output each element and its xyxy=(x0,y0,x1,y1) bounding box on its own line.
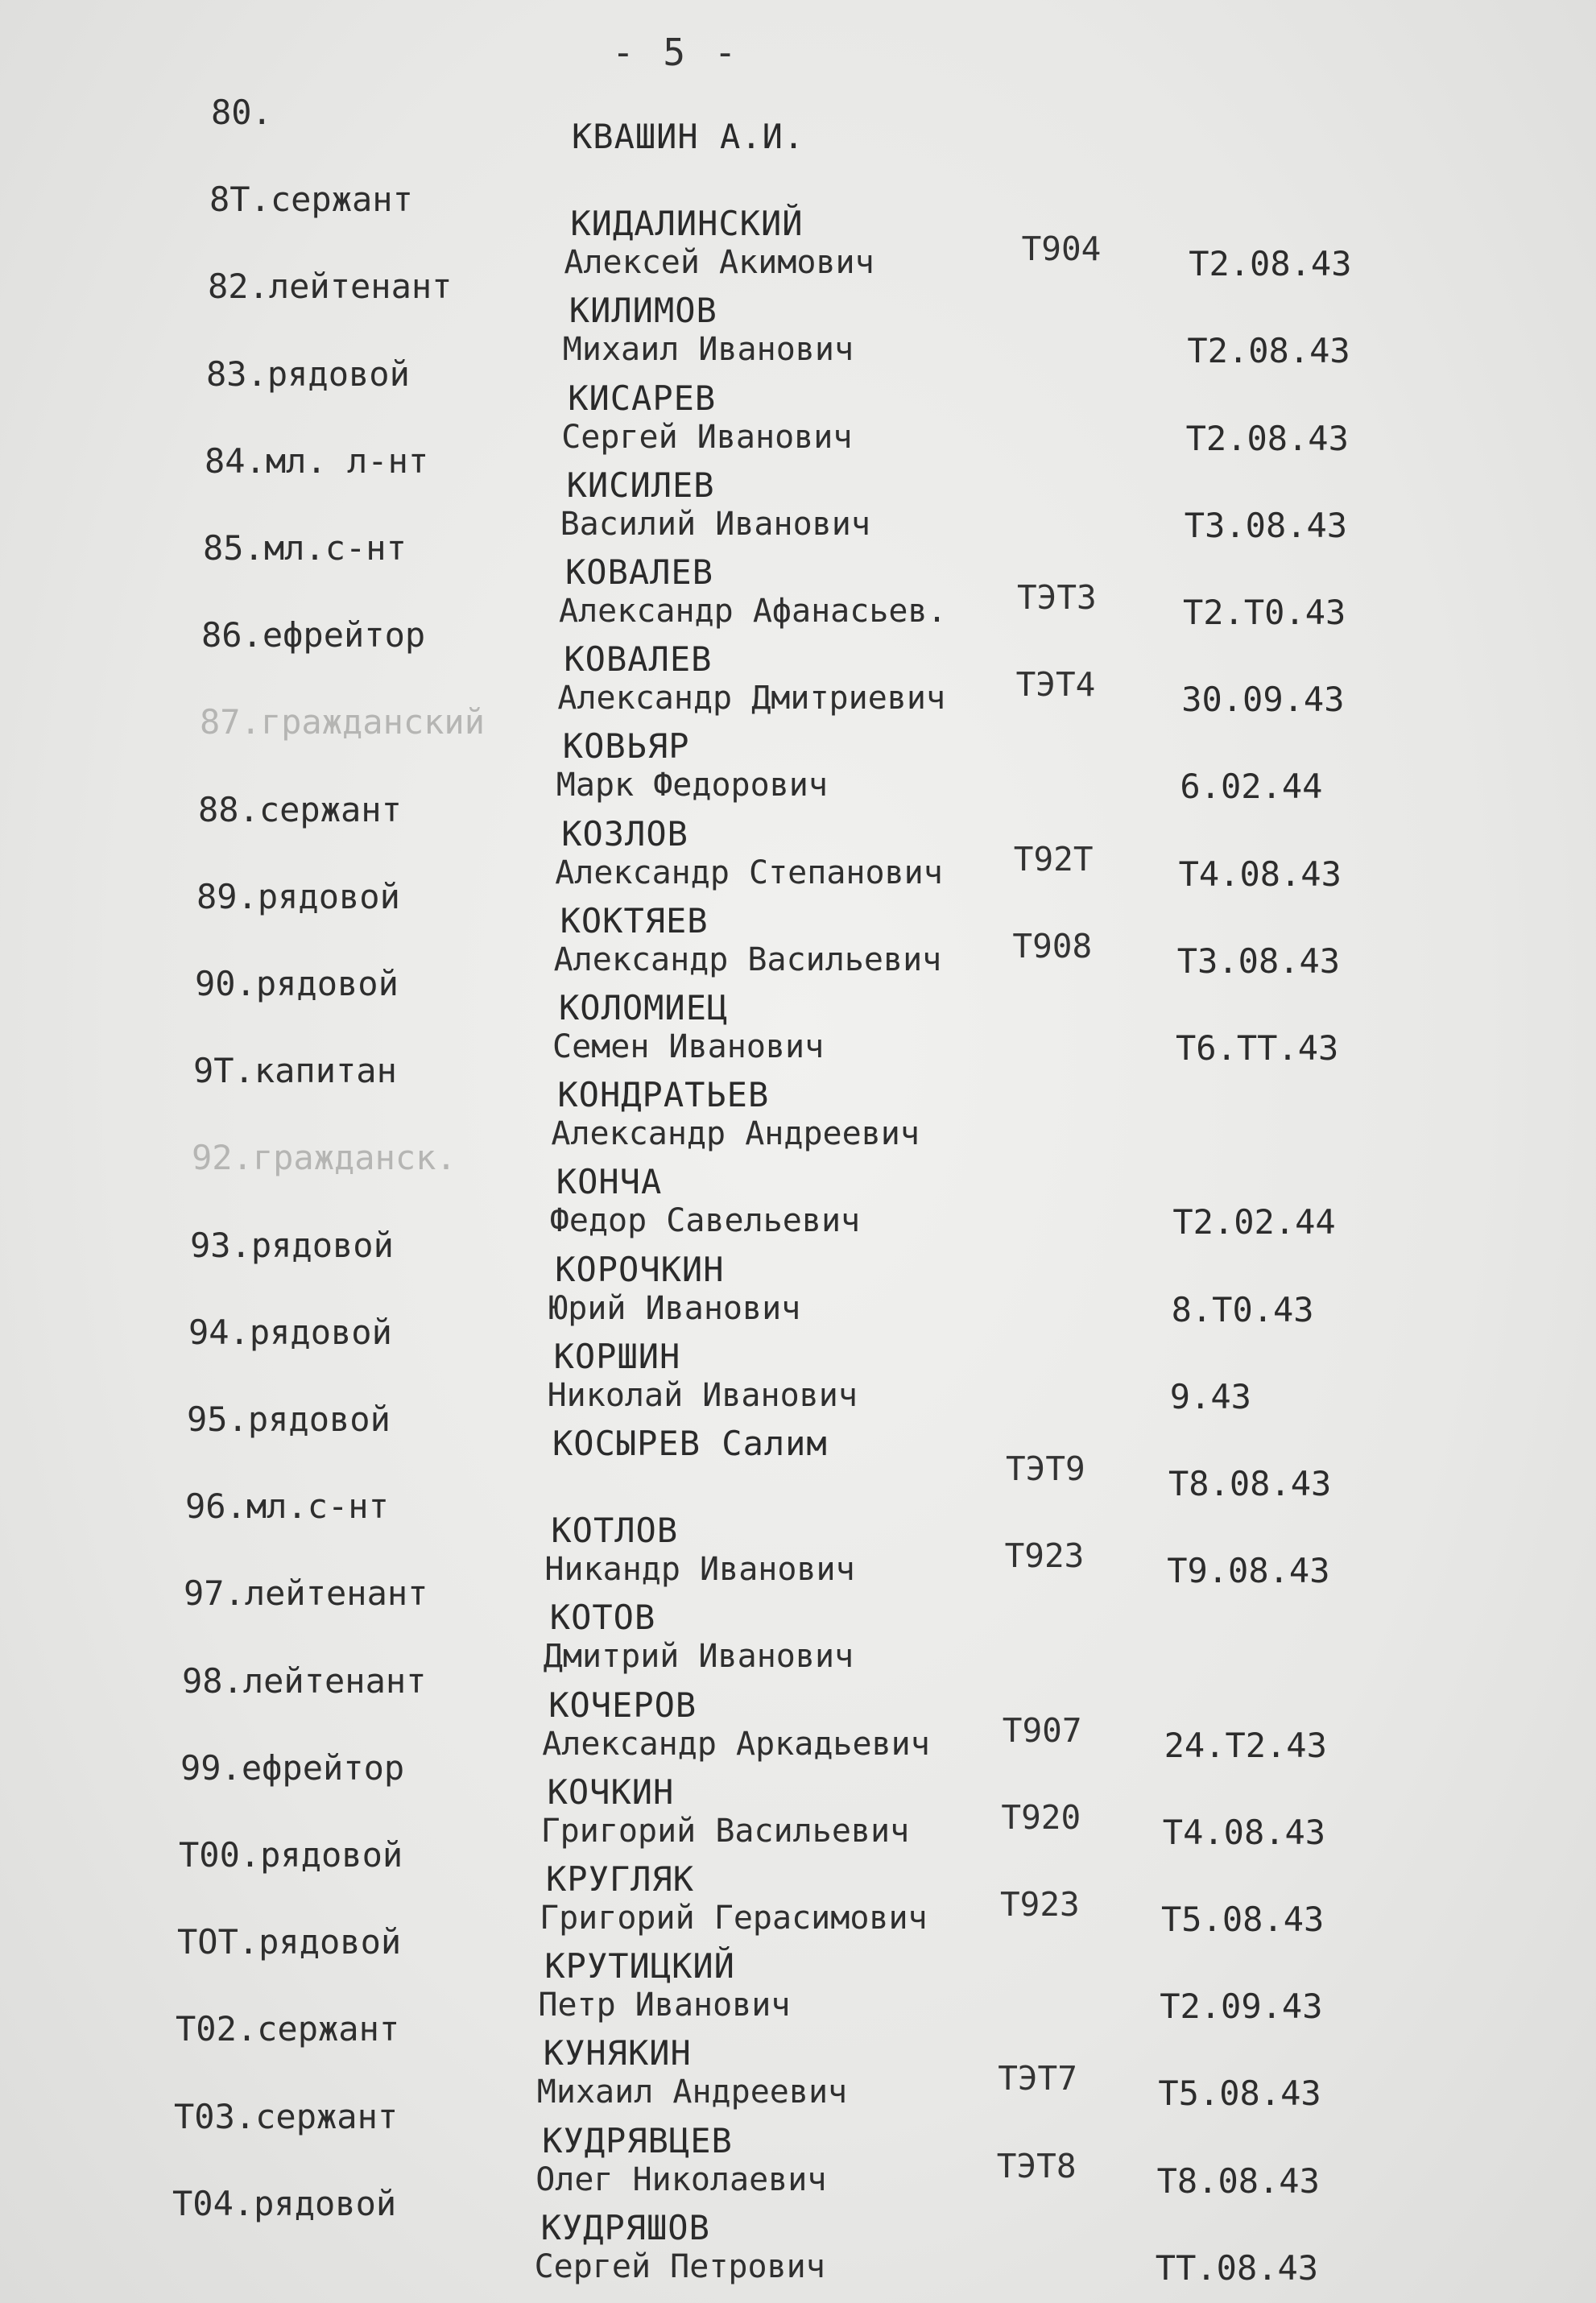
rank-label: Т00.рядовой xyxy=(179,1835,403,1875)
death-date: 9.43 xyxy=(1169,1376,1251,1416)
rank-label: 98.лейтенант xyxy=(182,1660,427,1701)
rank-label: 92.гражданск. xyxy=(192,1138,457,1178)
list-item xyxy=(0,180,1596,284)
given-names: Юрий Иванович xyxy=(548,1289,801,1327)
list-item xyxy=(0,1835,1596,1939)
list-item xyxy=(0,2096,1596,2201)
death-date: Т2.09.43 xyxy=(1160,1987,1323,2027)
birth-year: Т907 xyxy=(1002,1710,1082,1750)
death-date: Т9.08.43 xyxy=(1167,1551,1330,1591)
rank-label: 94.рядовой xyxy=(188,1312,392,1352)
death-date: Т8.08.43 xyxy=(1168,1464,1332,1503)
birth-year: Т92Т xyxy=(1013,839,1094,879)
list-item xyxy=(0,440,1596,545)
surname: КОЧЕРОВ xyxy=(548,1685,697,1725)
surname: КВАШИН А.И. xyxy=(572,117,805,156)
given-names: Григорий Герасимович xyxy=(540,1900,928,1937)
surname: КОВЬЯР xyxy=(562,726,690,767)
death-date: Т2.08.43 xyxy=(1187,331,1350,371)
given-names: Михаил Андреевич xyxy=(536,2074,848,2111)
rank-label: 96.мл.с-нт xyxy=(185,1486,389,1527)
birth-year: Т923 xyxy=(1004,1536,1085,1576)
birth-year: ТЭТ8 xyxy=(996,2146,1077,2185)
death-date: Т5.08.43 xyxy=(1158,2074,1321,2114)
birth-year: Т920 xyxy=(1001,1797,1081,1837)
given-names: Никандр Иванович xyxy=(544,1551,855,1589)
death-date: 24.Т2.43 xyxy=(1164,1725,1327,1765)
given-names: Дмитрий Иванович xyxy=(543,1638,854,1676)
list-item xyxy=(0,93,1596,173)
death-date: 8.Т0.43 xyxy=(1171,1289,1314,1329)
surname: КОВАЛЕВ xyxy=(565,552,714,592)
list-item xyxy=(0,528,1596,632)
surname: КРУГЛЯК xyxy=(546,1859,695,1899)
given-names: Александр Степанович xyxy=(555,854,943,891)
rank-label: Т02.сержант xyxy=(176,2009,400,2049)
given-names: Александр Афанасьев. xyxy=(559,593,947,630)
surname: КОЗЛОВ xyxy=(561,813,688,854)
death-date: 30.09.43 xyxy=(1181,680,1345,720)
page-number: - 5 - xyxy=(612,31,740,74)
surname: КОТОВ xyxy=(549,1598,656,1638)
rank-label: 89.рядовой xyxy=(196,876,400,916)
given-names: Олег Николаевич xyxy=(535,2160,827,2198)
list-item xyxy=(0,2183,1596,2288)
rank-label: Т03.сержант xyxy=(174,2096,399,2136)
given-names: Александр Аркадьевич xyxy=(542,1725,930,1763)
list-item xyxy=(0,1486,1596,1591)
given-names: Марк Федорович xyxy=(556,767,828,804)
death-date: Т2.08.43 xyxy=(1189,244,1352,284)
list-item xyxy=(0,1400,1596,1503)
surname: КРУТИЦКИЙ xyxy=(544,1946,735,1987)
surname: КОЛОМИЕЦ xyxy=(559,988,729,1027)
death-date: Т3.08.43 xyxy=(1184,505,1348,545)
list-item xyxy=(0,876,1596,981)
surname: КУДРЯШОВ xyxy=(540,2207,710,2247)
list-item xyxy=(0,702,1596,807)
rank-label: 88.сержант xyxy=(198,789,402,829)
given-names: Александр Андреевич xyxy=(551,1115,920,1153)
surname: КУДРЯВЦЕВ xyxy=(542,2120,733,2160)
death-date: Т4.08.43 xyxy=(1162,1812,1326,1852)
list-item xyxy=(0,615,1596,720)
rank-label: 9Т.капитан xyxy=(193,1051,397,1091)
list-item xyxy=(0,1051,1596,1153)
given-names: Василий Иванович xyxy=(560,505,870,543)
rank-label: 90.рядовой xyxy=(195,964,399,1003)
surname: КИСАРЕВ xyxy=(568,378,717,418)
death-date: Т5.08.43 xyxy=(1161,1900,1325,1939)
rank-label: 97.лейтенант xyxy=(184,1573,428,1614)
birth-year: Т904 xyxy=(1021,229,1102,269)
rank-label: 99.ефрейтор xyxy=(180,1747,405,1788)
rank-label: 93.рядовой xyxy=(190,1225,394,1265)
list-item xyxy=(0,1573,1596,1676)
rank-label: 8Т.сержант xyxy=(209,180,413,220)
rank-label: 86.ефрейтор xyxy=(201,615,426,655)
list-item xyxy=(0,2009,1596,2114)
rank-label: ТОТ.рядовой xyxy=(177,1922,402,1962)
given-names: Николай Иванович xyxy=(547,1376,858,1414)
rank-label: 95.рядовой xyxy=(187,1400,391,1439)
list-item xyxy=(0,964,1596,1068)
birth-year: ТЭТ4 xyxy=(1015,665,1096,705)
birth-year: ТЭТ3 xyxy=(1017,578,1097,617)
death-date: Т2.Т0.43 xyxy=(1183,593,1346,632)
death-date: ТТ.08.43 xyxy=(1155,2247,1319,2288)
surname: КОРОЧКИН xyxy=(555,1249,725,1289)
birth-year: ТЭТ9 xyxy=(1006,1449,1085,1488)
given-names: Александр Дмитриевич xyxy=(557,680,946,717)
given-names: Григорий Васильевич xyxy=(540,1812,910,1850)
birth-year: Т923 xyxy=(1000,1885,1080,1924)
given-names: Петр Иванович xyxy=(538,1987,791,2024)
surname: КОВАЛЕВ xyxy=(564,639,713,680)
list-item xyxy=(0,1747,1596,1852)
list-item xyxy=(0,1138,1596,1242)
surname: КИЛИМОВ xyxy=(569,291,717,331)
surname: КИДАЛИНСКИЙ xyxy=(570,204,804,244)
given-names: Александр Васильевич xyxy=(553,941,942,978)
given-names: Михаил Иванович xyxy=(562,331,854,369)
given-names: Сергей Петрович xyxy=(534,2247,825,2285)
list-item xyxy=(0,789,1596,894)
rank-label: 87.гражданский xyxy=(200,702,486,742)
surname: КОСЫРЕВ Салим xyxy=(552,1424,828,1463)
surname: КОНЧА xyxy=(556,1162,663,1202)
surname: КИСИЛЕВ xyxy=(566,465,715,505)
rank-label: 84.мл. л-нт xyxy=(205,440,429,481)
surname: КОРШИН xyxy=(553,1336,681,1376)
list-item xyxy=(0,1225,1596,1329)
death-date: Т3.08.43 xyxy=(1176,941,1341,981)
death-date: Т2.08.43 xyxy=(1185,418,1349,458)
given-names: Сергей Иванович xyxy=(561,418,853,456)
death-date: Т8.08.43 xyxy=(1156,2160,1320,2201)
death-date: Т6.ТТ.43 xyxy=(1176,1028,1339,1068)
rank-label: 82.лейтенант xyxy=(208,267,453,307)
birth-year: Т908 xyxy=(1012,926,1093,965)
list-item xyxy=(0,354,1596,458)
death-date: Т4.08.43 xyxy=(1178,854,1342,894)
death-date: Т2.02.44 xyxy=(1172,1202,1336,1242)
surname: КОКТЯЕВ xyxy=(560,900,709,941)
list-item xyxy=(0,1660,1596,1765)
given-names: Федор Савельевич xyxy=(549,1202,861,1240)
death-date: 6.02.44 xyxy=(1180,767,1323,807)
given-names: Алексей Акимович xyxy=(564,244,874,282)
given-names: Семен Иванович xyxy=(552,1028,825,1065)
rank-label: 85.мл.с-нт xyxy=(203,528,407,568)
rank-label: 80. xyxy=(211,93,272,132)
rank-label: 83.рядовой xyxy=(206,354,410,394)
list-item xyxy=(0,1312,1596,1416)
surname: КОНДРАТЬЕВ xyxy=(557,1075,770,1115)
birth-year: ТЭТ7 xyxy=(998,2059,1077,2098)
list-item xyxy=(0,1922,1596,2027)
surname: КОЧКИН xyxy=(547,1772,675,1812)
surname: КОТЛОВ xyxy=(551,1511,679,1551)
surname: КУНЯКИН xyxy=(543,2033,692,2074)
rank-label: Т04.рядовой xyxy=(172,2183,397,2223)
list-item xyxy=(0,267,1596,371)
